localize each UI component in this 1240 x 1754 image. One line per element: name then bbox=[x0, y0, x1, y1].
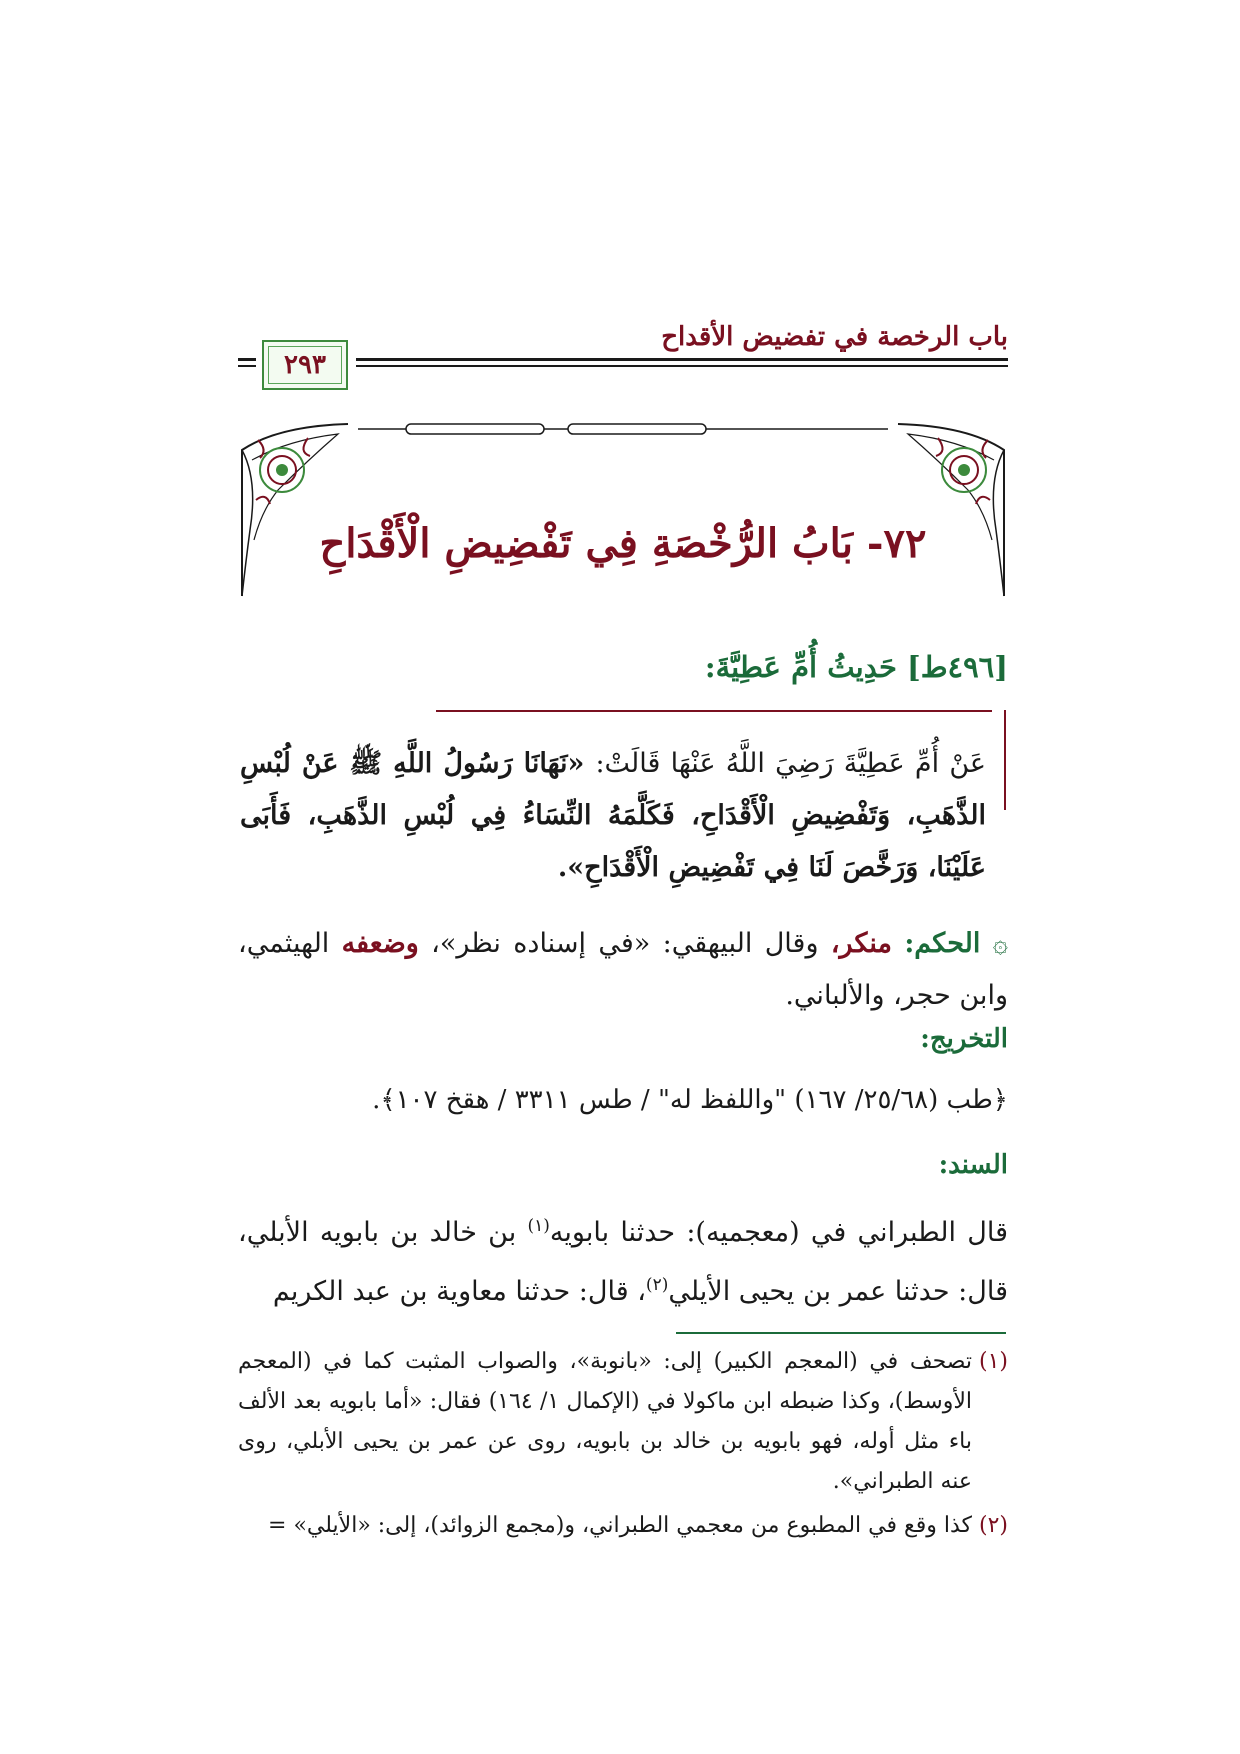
hadith-text-block bbox=[238, 700, 1006, 900]
sanad-text bbox=[238, 1200, 1008, 1318]
ruling-grade: منكر، bbox=[830, 928, 892, 959]
footnote-text: تصحف في (المعجم الكبير) إلى: «بانوبة»، والصواب المثبت كما في (المعجم الأوسط)، وكذا ضبطه ابن ماكولا في (الإكمال ١/ ١٦٤) فقال: «أما بابويه بعد الألف باء مثل أوله، فهو بابويه بن خالد بن بابويه، روى عن عمر بن يحيى الأبلي، روى عنه الطبراني». bbox=[238, 1349, 972, 1494]
header-rule bbox=[356, 358, 1008, 361]
ruling-weakened: وضعفه bbox=[341, 928, 419, 959]
sanad-part-1: قال الطبراني في (معجميه): حدثنا بابويه bbox=[549, 1217, 1008, 1248]
footnote-number: (١) bbox=[978, 1349, 1008, 1374]
page-number-frame bbox=[262, 340, 348, 390]
footnote-number: (٢) bbox=[978, 1513, 1008, 1538]
quote-top-rule bbox=[436, 710, 992, 712]
ruling-text-1: وقال البيهقي: «في إسناده نظر»، bbox=[431, 928, 819, 959]
footnote-text: كذا وقع في المطبوع من معجمي الطبراني، و(مجمع الزوائد)، إلى: «الأيلي» = bbox=[268, 1513, 972, 1538]
chapter-heading bbox=[238, 420, 1008, 600]
sanad-part-3: ، قال: حدثنا معاوية بن عبد الكريم bbox=[272, 1276, 646, 1307]
page-number: ٢٩٣ bbox=[284, 350, 326, 380]
hadith-lead: عَنْ أُمِّ عَطِيَّةَ رَضِيَ اللَّهُ عَنْهَا قَالَتْ: bbox=[595, 748, 986, 779]
running-header bbox=[238, 310, 1008, 400]
footnote-ref-2[interactable]: (٢) bbox=[645, 1275, 669, 1295]
footnotes bbox=[238, 1342, 1008, 1550]
ruling-paragraph bbox=[238, 918, 1008, 1022]
ornament-top-bands bbox=[358, 424, 888, 434]
ornament-right-corner bbox=[898, 424, 1004, 596]
ruling-label: الحكم: bbox=[904, 928, 981, 959]
takhrij-text: ﴿طب (٢٥/٦٨/ ١٦٧) "واللفظ له" / طس ٣٣١١ / هقخ ١٠٧﴾. bbox=[372, 1085, 1008, 1115]
sanad-label: السند: bbox=[938, 1150, 1008, 1180]
footnote-ref-1[interactable]: (١) bbox=[527, 1216, 550, 1236]
takhrij-label: التخريج: bbox=[920, 1024, 1008, 1054]
header-rule-thin bbox=[356, 365, 1008, 367]
ruling-text-2: الهيثمي، وابن حجر، والألباني. bbox=[238, 928, 1008, 1011]
ruling-star-icon: ۞ bbox=[992, 929, 1008, 959]
footnote-1 bbox=[238, 1342, 1008, 1502]
hadith-heading: [٤٩٦ط] حَدِيثُ أُمِّ عَطِيَّةَ: bbox=[704, 650, 1008, 684]
running-title: باب الرخصة في تفضيض الأقداح bbox=[661, 322, 1008, 352]
sanad-part-2: بن خالد بن بابويه الأبلي، قال: حدثنا عمر بن يحيى الأيلي bbox=[238, 1217, 1008, 1307]
footnote-separator bbox=[676, 1332, 1006, 1334]
hadith-matn: «نَهَانَا رَسُولُ اللَّهِ ﷺ عَنْ لُبْسِ الذَّهَبِ، وَتَفْضِيضِ الْأَقْدَاحِ، فَكَلَّمَهُ النِّسَاءُ فِي لُبْسِ الذَّهَبِ، فَأَبَى عَلَيْنَا، وَرَخَّصَ لَنَا فِي تَفْضِيضِ الْأَقْدَاحِ». bbox=[240, 748, 986, 883]
hadith-text bbox=[240, 738, 986, 894]
chapter-title: ٧٢- بَابُ الرُّخْصَةِ فِي تَفْضِيضِ الْأَقْدَاحِ bbox=[319, 520, 927, 567]
header-rule-left bbox=[238, 358, 256, 361]
ornament-frame bbox=[238, 420, 1008, 600]
footnote-2 bbox=[238, 1506, 1008, 1546]
quote-side-rule bbox=[1004, 710, 1006, 810]
ornament-left-corner bbox=[242, 424, 348, 596]
header-rule-left-thin bbox=[238, 365, 256, 367]
